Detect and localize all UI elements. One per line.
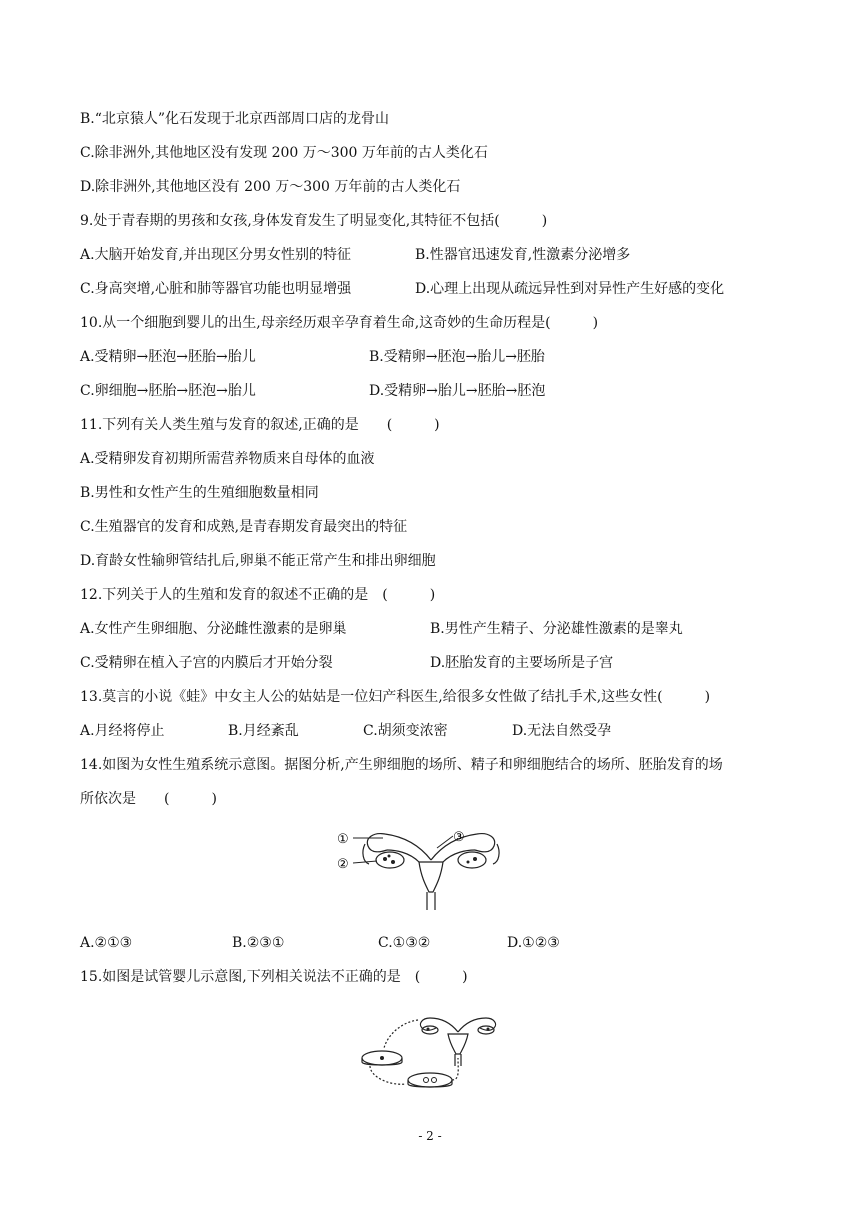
question-15-stem: 15.如图是试管婴儿示意图,下列相关说法不正确的是 ( ) [80, 969, 468, 985]
q10-option-d: D.受精卵→胎儿→胚胎→胚泡 [369, 383, 546, 399]
q11-option-b: B.男性和女性产生的生殖细胞数量相同 [80, 485, 319, 501]
fig-label-1: ① [337, 832, 349, 847]
q10-option-a: A.受精卵→胚泡→胚胎→胎儿 [80, 349, 256, 365]
female-reproductive-diagram [335, 822, 525, 914]
option-8c: C.除非洲外,其他地区没有发现 200 万～300 万年前的古人类化石 [80, 145, 488, 161]
q12-option-d: D.胚胎发育的主要场所是子宫 [430, 655, 614, 671]
fig-label-3: ③ [453, 830, 465, 845]
option-8b: B.“北京猿人”化石发现于北京西部周口店的龙骨山 [80, 111, 390, 127]
q11-option-a: A.受精卵发育初期所需营养物质来自母体的血液 [80, 451, 375, 467]
q10-option-b: B.受精卵→胚泡→胎儿→胚胎 [369, 349, 545, 365]
q10-option-c: C.卵细胞→胚胎→胚泡→胎儿 [80, 383, 256, 399]
q14-option-c: C.①③② [378, 935, 431, 951]
question-9-stem: 9.处于青春期的男孩和女孩,身体发育发生了明显变化,其特征不包括( ) [80, 213, 548, 229]
q14-option-a: A.②①③ [80, 935, 133, 951]
question-13-stem: 13.莫言的小说《蛙》中女主人公的姑姑是一位妇产科医生,给很多女性做了结扎手术,这些女性( ) [80, 689, 711, 705]
q9-option-a: A.大脑开始发育,并出现区分男女性别的特征 [80, 247, 352, 263]
page-number: - 2 - [418, 1129, 442, 1143]
fig-label-2: ② [337, 857, 349, 872]
q14-option-d: D.①②③ [507, 935, 560, 951]
q12-option-b: B.男性产生精子、分泌雄性激素的是睾丸 [430, 621, 683, 637]
question-14-stem: 14.如图为女性生殖系统示意图。据图分析,产生卵细胞的场所、精子和卵细胞结合的场所、胚胎发育的场 [80, 757, 723, 773]
q9-option-c: C.身高突增,心脏和肺等器官功能也明显增强 [80, 281, 352, 297]
question-11-stem: 11.下列有关人类生殖与发育的叙述,正确的是 ( ) [80, 417, 440, 433]
q9-option-b: B.性器官迅速发育,性激素分泌增多 [415, 247, 631, 263]
question-10-stem: 10.从一个细胞到婴儿的出生,母亲经历艰辛孕育着生命,这奇妙的生命历程是( ) [80, 315, 599, 331]
q14-option-b: B.②③① [232, 935, 285, 951]
q13-option-a: A.月经将停止 [80, 723, 165, 739]
option-8d: D.除非洲外,其他地区没有 200 万～300 万年前的古人类化石 [80, 179, 461, 195]
q13-option-c: C.胡须变浓密 [363, 723, 448, 739]
q12-option-a: A.女性产生卵细胞、分泌雌性激素的是卵巢 [80, 621, 347, 637]
q11-option-c: C.生殖器官的发育和成熟,是青春期发育最突出的特征 [80, 519, 408, 535]
test-tube-baby-diagram [360, 1008, 502, 1096]
q12-option-c: C.受精卵在植入子宫的内膜后才开始分裂 [80, 655, 333, 671]
question-12-stem: 12.下列关于人的生殖和发育的叙述不正确的是 ( ) [80, 587, 436, 603]
q9-option-d: D.心理上出现从疏远异性到对异性产生好感的变化 [415, 281, 725, 297]
q11-option-d: D.育龄女性输卵管结扎后,卵巢不能正常产生和排出卵细胞 [80, 553, 436, 569]
q13-option-d: D.无法自然受孕 [512, 723, 612, 739]
q13-option-b: B.月经紊乱 [228, 723, 299, 739]
question-14-stem-cont: 所依次是 ( ) [80, 791, 217, 807]
